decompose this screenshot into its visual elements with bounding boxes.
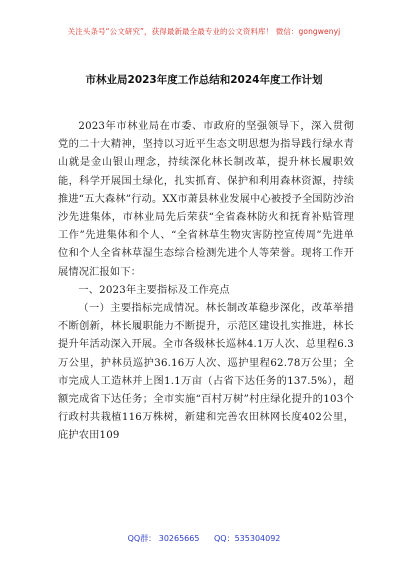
- section-heading: 一、2023年主要指标及工作亮点: [78, 284, 230, 296]
- document-body: [58, 118, 354, 446]
- footer-contact: [0, 533, 408, 544]
- document-title: 市林业局2023年度工作总结和2024年度工作计划: [85, 74, 323, 86]
- intro-paragraph: 2023年市林业局在市委、市政府的坚强领导下，深入贯彻党的二十大精神，坚持以习近平生态文明思想为指导践行绿水青山就是金山银山理念，持续深化林长制改革，提升林长履职效能，科学开展国土绿化，扎实抓育、保护和利用森林资源，持续推进“五大森林”行动。XX市萧县林业发展中心被授予全国防沙治沙先进集体，市林业局先后荣获“全省森林防火和抚育补贴管理工作”先进集体和个人、“全省林草生物灾害防控宣传周”先进单位和个人全省林草湿生态综合检测先进个人等荣誉。现将工作开展情况汇报如下：: [58, 121, 354, 278]
- footer-qq-group: QQ群： 30265665: [127, 534, 200, 543]
- footer-qq-number: QQ：535304092: [214, 534, 281, 543]
- indicators-paragraph: （一）主要指标完成情况。林长制改革稳步深化，改革举措不断创新，林长履职能力不断提升，示范区建设扎实推进，林长提升年活动深入开展。全市各级林长巡林4.1万人次、总里程6.3万公里，护林员巡护36.16万人次、巡护里程62.78万公里；全市完成人工造林并上图1.1万亩（占省下达任务的137.5%），超额完成省下达任务；全市实施“百村万树”村庄绿化提升的103个行政村共栽植116万株树，新建和完善农田林网长度402公里，庇护农田109: [58, 303, 354, 442]
- header-banner: 关注头条号“公文研究”，获得最新最全最专业的公文资料库！ 微信：gongwenyj: [67, 27, 341, 36]
